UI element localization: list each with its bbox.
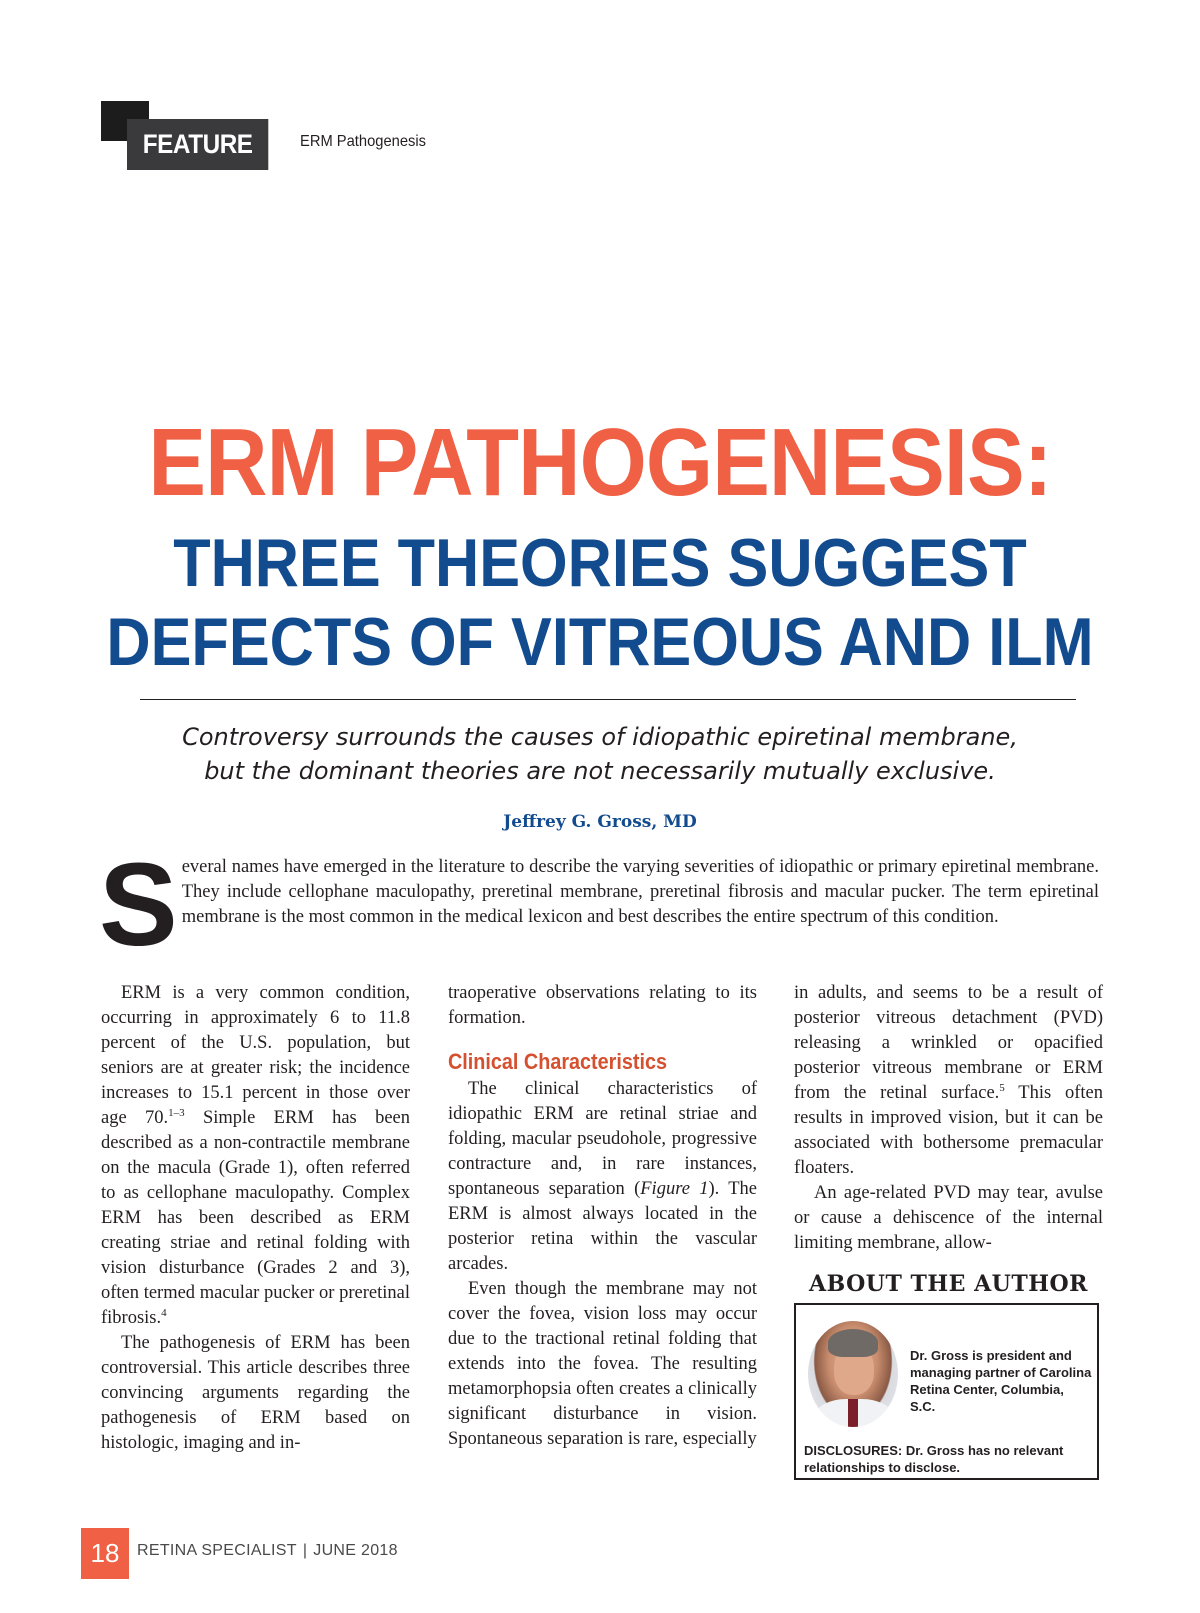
author-photo-tie xyxy=(848,1399,858,1427)
title-divider xyxy=(140,699,1076,700)
body-column-2 xyxy=(448,981,757,1452)
body-paragraph xyxy=(448,1077,757,1277)
deck-line-2: but the dominant theories are not necessarily mutually exclusive. xyxy=(204,757,996,785)
body-paragraph: An age-related PVD may tear, avulse or cause a dehiscence of the internal limiting membrane, allow- xyxy=(794,1183,1103,1253)
author-byline: Jeffrey G. Gross, MD xyxy=(503,812,697,832)
body-text: in adults, and seems to be a result of posterior vitreous detachment (PVD) releasing a wrinkled or opacified posterior vitreous membrane or ERM from the retinal surface. xyxy=(794,983,1103,1103)
about-author-box xyxy=(794,1303,1099,1480)
issue-date: JUNE 2018 xyxy=(313,1542,398,1559)
body-text: The clinical characteristics of idiopathic ERM are retinal striae and folding, macular pseudohole, progressive contracture and, in rare instances, spontaneous separation ( xyxy=(448,1079,757,1199)
deck-line-1: Controversy surrounds the causes of idiopathic epiretinal membrane, xyxy=(182,723,1018,751)
section-label: ERM Pathogenesis xyxy=(300,133,427,150)
page-number: 18 xyxy=(81,1528,129,1579)
body-column-3 xyxy=(794,981,1103,1256)
author-photo-hair xyxy=(828,1329,878,1357)
figure-reference: Figure 1 xyxy=(640,1179,709,1199)
section-heading: Clinical Characteristics xyxy=(448,1049,668,1074)
citation: 4 xyxy=(161,1306,167,1319)
body-paragraph: Even though the membrane may not cover the fovea, vision loss may occur due to the tractional retinal folding that extends into the fovea. The resulting metamorphopsia often creates a clinically significant disturbance in vision. Spontaneous separation is rare, especially xyxy=(448,1279,757,1449)
publication-name: RETINA SPECIALIST xyxy=(137,1542,297,1559)
body-paragraph xyxy=(794,981,1103,1181)
drop-cap: S xyxy=(99,839,178,971)
author-disclosure: DISCLOSURES: Dr. Gross has no relevant relationships to disclose. xyxy=(804,1443,1064,1475)
intro-paragraph xyxy=(99,839,1099,971)
intro-text: everal names have emerged in the literature to describe the varying severities of idiopathic or primary epiretinal membrane. They include cellophane maculopathy, preretinal membrane, preretinal fibrosis and macular pucker. The term epiretinal membrane is the most common in the medical lexicon and best describes the entire spectrum of this condition. xyxy=(181,857,1099,927)
article-subtitle-line-1: THREE THEORIES SUGGEST xyxy=(173,525,1027,601)
body-paragraph: The pathogenesis of ERM has been controversial. This article describes three convincing arguments regarding the pathogenesis of ERM based on histologic, imaging and in- xyxy=(101,1333,410,1453)
feature-tag xyxy=(101,101,284,171)
body-text: ERM is a very common condition, occurring in approximately 6 to 11.8 percent of the U.S. population, but seniors are at greater risk; the incidence increases to 15.1 percent in those over age 70. xyxy=(101,983,410,1128)
feature-label: FEATURE xyxy=(127,119,268,170)
body-paragraph: traoperative observations relating to its formation. xyxy=(448,983,757,1028)
about-author-heading: ABOUT THE AUTHOR xyxy=(809,1271,1088,1297)
citation: 1–3 xyxy=(168,1106,185,1119)
body-text: This often results in improved vision, but it can be associated with bothersome premacular floaters. xyxy=(794,1083,1103,1178)
body-paragraph xyxy=(101,981,410,1331)
running-footer xyxy=(137,1542,398,1560)
citation: 5 xyxy=(999,1081,1005,1094)
article-title: ERM PATHOGENESIS: xyxy=(148,409,1052,516)
author-bio: Dr. Gross is president and managing partner of Carolina Retina Center, Columbia, S.C. xyxy=(910,1348,1092,1414)
footer-separator: | xyxy=(302,1542,308,1559)
body-column-1 xyxy=(101,981,410,1456)
body-text: Simple ERM has been described as a non-contractile membrane on the macula (Grade 1), often referred to as cellophane maculopathy. Complex ERM has been described as ERM creating striae and retinal folding with vision disturbance (Grades 2 and 3), often termed macular pucker or preretinal fibrosis. xyxy=(101,1108,410,1328)
article-subtitle-line-2: DEFECTS OF VITREOUS AND ILM xyxy=(106,604,1094,680)
body-text: ). The ERM is almost always located in the posterior retina within the vascular arcades. xyxy=(448,1179,757,1274)
author-photo xyxy=(808,1321,898,1427)
